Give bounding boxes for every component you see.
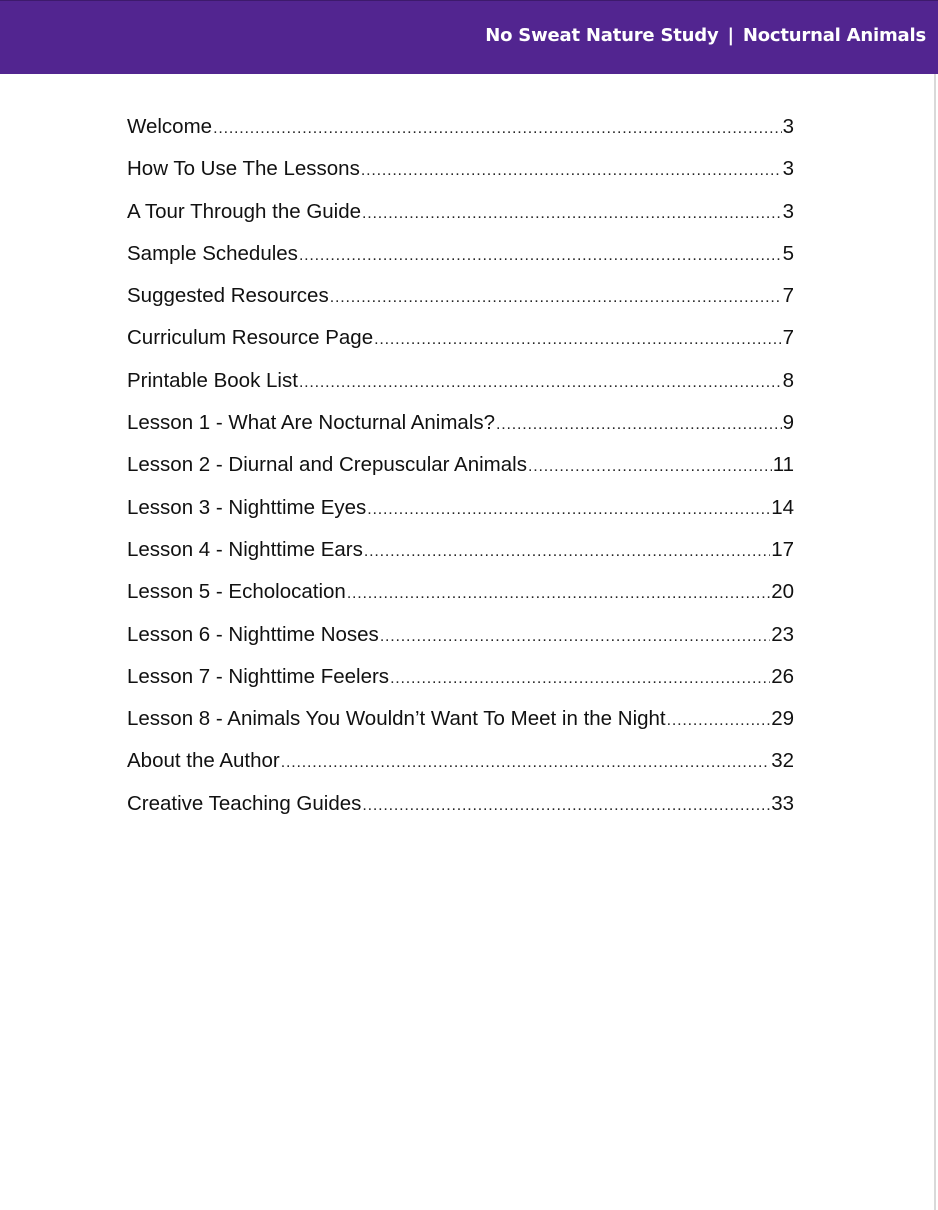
toc-entry-lesson-4[interactable] bbox=[127, 529, 794, 571]
toc-entry-lesson-2[interactable] bbox=[127, 444, 794, 486]
toc-page-number: 3 bbox=[782, 199, 794, 223]
toc-entry-title: Printable Book List bbox=[127, 368, 298, 392]
toc-entry-title: Sample Schedules bbox=[127, 241, 298, 265]
toc-entry-title: Curriculum Resource Page bbox=[127, 326, 374, 350]
header-book-title: No Sweat Nature Study bbox=[485, 25, 719, 46]
toc-entry-title: Welcome bbox=[127, 115, 213, 138]
toc-entry-title: Lesson 1 - What Are Nocturnal Animals? bbox=[127, 411, 496, 435]
toc-dot-leader bbox=[496, 404, 782, 444]
toc-entry-title: Lesson 2 - Diurnal and Crepuscular Animals bbox=[127, 453, 527, 477]
toc-dot-leader bbox=[330, 277, 782, 317]
page-header bbox=[0, 0, 938, 74]
toc-entry-lesson-6[interactable] bbox=[127, 614, 794, 656]
toc-entry-title: Lesson 5 - Echolocation bbox=[127, 580, 346, 604]
toc-dot-leader bbox=[528, 446, 772, 486]
toc-entry-curriculum-resource-page[interactable] bbox=[127, 317, 794, 359]
toc-page-number: 32 bbox=[771, 749, 794, 773]
toc-dot-leader bbox=[374, 319, 781, 359]
toc-page-number: 7 bbox=[782, 326, 794, 350]
toc-page-number: 8 bbox=[782, 368, 794, 392]
header-separator: | bbox=[727, 25, 734, 46]
toc-entry-title: Lesson 6 - Nighttime Noses bbox=[127, 622, 379, 646]
toc-entry-title: Lesson 8 - Animals You Wouldn’t Want To Meet in the Night bbox=[127, 707, 666, 731]
header-title bbox=[485, 25, 926, 46]
toc-page-number: 11 bbox=[772, 453, 794, 477]
table-of-contents bbox=[127, 106, 794, 825]
toc-dot-leader bbox=[364, 531, 770, 571]
toc-page-number: 3 bbox=[782, 115, 794, 138]
toc-entry-sample-schedules[interactable] bbox=[127, 233, 794, 275]
toc-page-number: 26 bbox=[771, 664, 794, 688]
toc-dot-leader bbox=[667, 700, 771, 740]
toc-entry-suggested-resources[interactable] bbox=[127, 275, 794, 317]
toc-page-number: 23 bbox=[771, 622, 794, 646]
toc-entry-lesson-3[interactable] bbox=[127, 487, 794, 529]
toc-page-number: 29 bbox=[771, 707, 794, 731]
toc-entry-title: How To Use The Lessons bbox=[127, 157, 360, 181]
toc-dot-leader bbox=[367, 489, 770, 529]
toc-entry-how-to-use[interactable] bbox=[127, 148, 794, 190]
toc-dot-leader bbox=[362, 193, 782, 233]
toc-page-number: 17 bbox=[771, 537, 794, 561]
toc-entry-printable-book-list[interactable] bbox=[127, 360, 794, 402]
toc-dot-leader bbox=[361, 150, 782, 190]
toc-entry-lesson-1[interactable] bbox=[127, 402, 794, 444]
toc-entry-title: Lesson 7 - Nighttime Feelers bbox=[127, 664, 390, 688]
toc-page-number: 14 bbox=[771, 495, 794, 519]
toc-entry-lesson-7[interactable] bbox=[127, 656, 794, 698]
toc-dot-leader bbox=[281, 742, 770, 782]
toc-entry-tour[interactable] bbox=[127, 191, 794, 233]
toc-page-number: 5 bbox=[782, 241, 794, 265]
toc-page-number: 7 bbox=[782, 284, 794, 308]
toc-page-number: 33 bbox=[771, 791, 794, 815]
toc-entry-welcome[interactable] bbox=[127, 106, 794, 148]
toc-dot-leader bbox=[299, 362, 782, 402]
toc-entry-creative-teaching-guides[interactable] bbox=[127, 783, 794, 825]
toc-entry-title: Suggested Resources bbox=[127, 284, 329, 308]
toc-entry-title: Lesson 3 - Nighttime Eyes bbox=[127, 495, 367, 519]
toc-entry-lesson-5[interactable] bbox=[127, 571, 794, 613]
toc-dot-leader bbox=[299, 235, 782, 275]
toc-dot-leader bbox=[362, 785, 770, 825]
toc-entry-about-the-author[interactable] bbox=[127, 740, 794, 782]
toc-page-number: 3 bbox=[782, 157, 794, 181]
toc-dot-leader bbox=[380, 616, 770, 656]
toc-entry-title: A Tour Through the Guide bbox=[127, 199, 362, 223]
toc-entry-title: About the Author bbox=[127, 749, 280, 773]
toc-page-number: 9 bbox=[782, 411, 794, 435]
toc-dot-leader bbox=[347, 573, 770, 613]
toc-entry-title: Lesson 4 - Nighttime Ears bbox=[127, 537, 363, 561]
toc-entry-lesson-8[interactable] bbox=[127, 698, 794, 740]
toc-entry-title: Creative Teaching Guides bbox=[127, 791, 362, 815]
toc-dot-leader bbox=[390, 658, 770, 698]
header-topic-title: Nocturnal Animals bbox=[742, 25, 926, 46]
toc-page-number: 20 bbox=[771, 580, 794, 604]
toc-dot-leader bbox=[213, 108, 782, 148]
